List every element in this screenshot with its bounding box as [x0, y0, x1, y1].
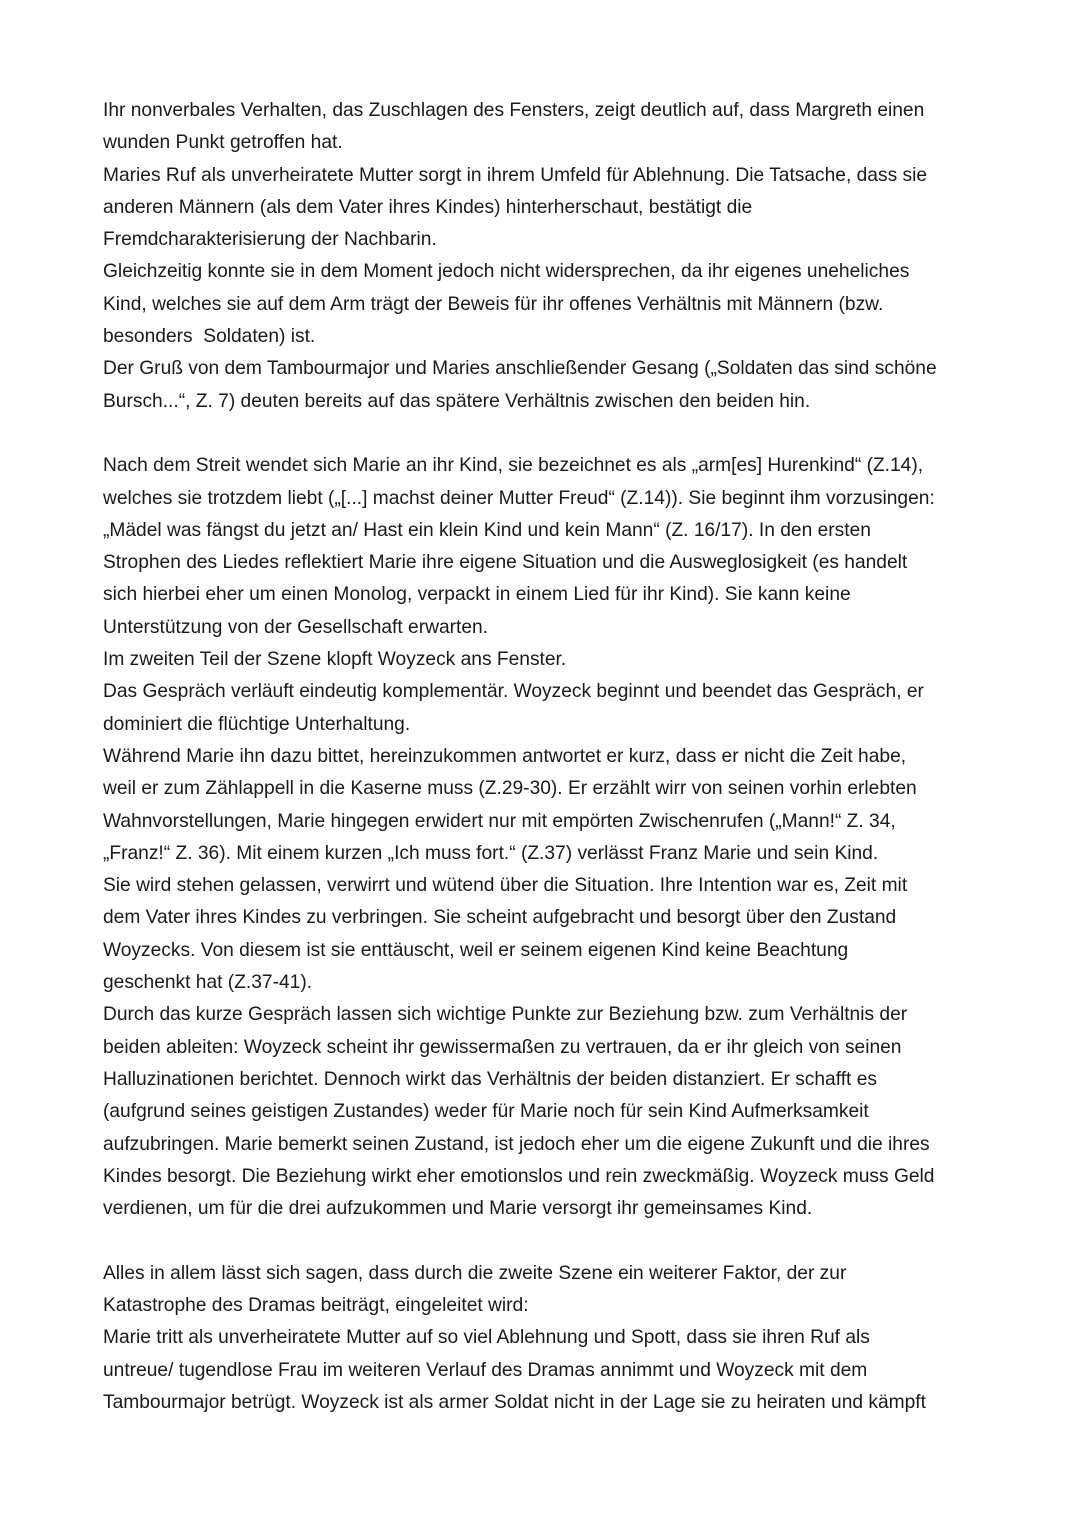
text-line: Sie wird stehen gelassen, verwirrt und wütend über die Situation. Ihre Intention war es, Zeit mit — [103, 875, 908, 897]
text-line: Ihr nonverbales Verhalten, das Zuschlagen des Fensters, zeigt deutlich auf, dass Margreth einen — [103, 100, 925, 121]
text-line: Fremdcharakterisierung der Nachbarin. — [103, 229, 437, 251]
paragraph-3 — [103, 1258, 983, 1419]
text-line: Strophen des Liedes reflektiert Marie ihre eigene Situation und die Ausweglosigkeit (es handelt — [103, 552, 908, 574]
text-line: dominiert die flüchtige Unterhaltung. — [103, 713, 411, 735]
text-line: Tambourmajor betrügt. Woyzeck ist als armer Soldat nicht in der Lage sie zu heiraten und kämpft — [103, 1391, 926, 1413]
text-line: anderen Männern (als dem Vater ihres Kindes) hinterherschaut, bestätigt die — [103, 196, 753, 218]
text-line: welches sie trotzdem liebt („[...] machst deiner Mutter Freud“ (Z.14)). Sie beginnt ihm vorzusingen: — [103, 487, 935, 509]
text-line: weil er zum Zählappell in die Kaserne muss (Z.29-30). Er erzählt wirr von seinen vorhin erlebten — [103, 778, 917, 800]
text-line: Kindes besorgt. Die Beziehung wirkt eher emotionslos und rein zweckmäßig. Woyzeck muss Geld — [103, 1165, 935, 1187]
document-page — [103, 95, 983, 1419]
text-line: wunden Punkt getroffen hat. — [103, 132, 343, 154]
text-line: Das Gespräch verläuft eindeutig komplementär. Woyzeck beginnt und beendet das Gespräch, er — [103, 681, 924, 703]
text-line: Während Marie ihn dazu bittet, hereinzukommen antwortet er kurz, dass er nicht die Zeit habe, — [103, 745, 907, 767]
text-line: Im zweiten Teil der Szene klopft Woyzeck ans Fenster. — [103, 649, 567, 671]
text-line: aufzubringen. Marie bemerkt seinen Zustand, ist jedoch eher um die eigene Zukunft und die ihres — [103, 1133, 930, 1155]
text-line: untreue/ tugendlose Frau im weiteren Verlauf des Dramas annimmt und Woyzeck mit dem — [103, 1359, 868, 1381]
text-line: geschenkt hat (Z.37-41). — [103, 972, 313, 994]
text-line: sich hierbei eher um einen Monolog, verpackt in einem Lied für ihr Kind). Sie kann keine — [103, 584, 851, 606]
text-line: Halluzinationen berichtet. Dennoch wirkt das Verhältnis der beiden distanziert. Er schafft es — [103, 1068, 877, 1090]
text-line: Der Gruß von dem Tambourmajor und Maries anschließender Gesang („Soldaten das sind schöne — [103, 358, 937, 380]
text-line: Durch das kurze Gespräch lassen sich wichtige Punkte zur Beziehung bzw. zum Verhältnis der — [103, 1004, 908, 1026]
text-line: Kind, welches sie auf dem Arm trägt der Beweis für ihr offenes Verhältnis mit Männern (bzw. — [103, 293, 884, 315]
text-line: „Franz!“ Z. 36). Mit einem kurzen „Ich muss fort.“ (Z.37) verlässt Franz Marie und sein Kind. — [103, 842, 879, 864]
text-line: Bursch...“, Z. 7) deuten bereits auf das spätere Verhältnis zwischen den beiden hin. — [103, 390, 811, 412]
paragraph-1 — [103, 95, 983, 418]
text-line: Maries Ruf als unverheiratete Mutter sorgt in ihrem Umfeld für Ablehnung. Die Tatsache, dass sie — [103, 164, 928, 186]
text-line: Unterstützung von der Gesellschaft erwarten. — [103, 616, 489, 638]
text-line: (aufgrund seines geistigen Zustandes) weder für Marie noch für sein Kind Aufmerksamkeit — [103, 1101, 869, 1123]
text-line: „Mädel was fängst du jetzt an/ Hast ein klein Kind und kein Mann“ (Z. 16/17). In den ersten — [103, 519, 871, 541]
paragraph-2 — [103, 450, 983, 1225]
paragraph-spacer — [103, 1225, 983, 1257]
text-line: Katastrophe des Dramas beiträgt, eingeleitet wird: — [103, 1294, 529, 1316]
text-line: beiden ableiten: Woyzeck scheint ihr gewissermaßen zu vertrauen, da er ihr gleich von seinen — [103, 1036, 902, 1058]
text-line: Marie tritt als unverheiratete Mutter auf so viel Ablehnung und Spott, dass sie ihren Ruf als — [103, 1327, 870, 1349]
text-line: Woyzecks. Von diesem ist sie enttäuscht, weil er seinem eigenen Kind keine Beachtung — [103, 939, 849, 961]
text-line: Alles in allem lässt sich sagen, dass durch die zweite Szene ein weiterer Faktor, der zur — [103, 1262, 847, 1284]
text-line: dem Vater ihres Kindes zu verbringen. Sie scheint aufgebracht und besorgt über den Zustand — [103, 907, 897, 929]
text-line: verdienen, um für die drei aufzukommen und Marie versorgt ihr gemeinsames Kind. — [103, 1198, 813, 1220]
text-line: Nach dem Streit wendet sich Marie an ihr Kind, sie bezeichnet es als „arm[es] Hurenkind“ (Z.14), — [103, 455, 924, 477]
text-line: Wahnvorstellungen, Marie hingegen erwidert nur mit empörten Zwischenrufen („Mann!“ Z. 34, — [103, 810, 896, 832]
text-line: Gleichzeitig konnte sie in dem Moment jedoch nicht widersprechen, da ihr eigenes uneheliches — [103, 261, 910, 283]
text-line: besonders Soldaten) ist. — [103, 326, 316, 348]
paragraph-spacer — [103, 418, 983, 450]
